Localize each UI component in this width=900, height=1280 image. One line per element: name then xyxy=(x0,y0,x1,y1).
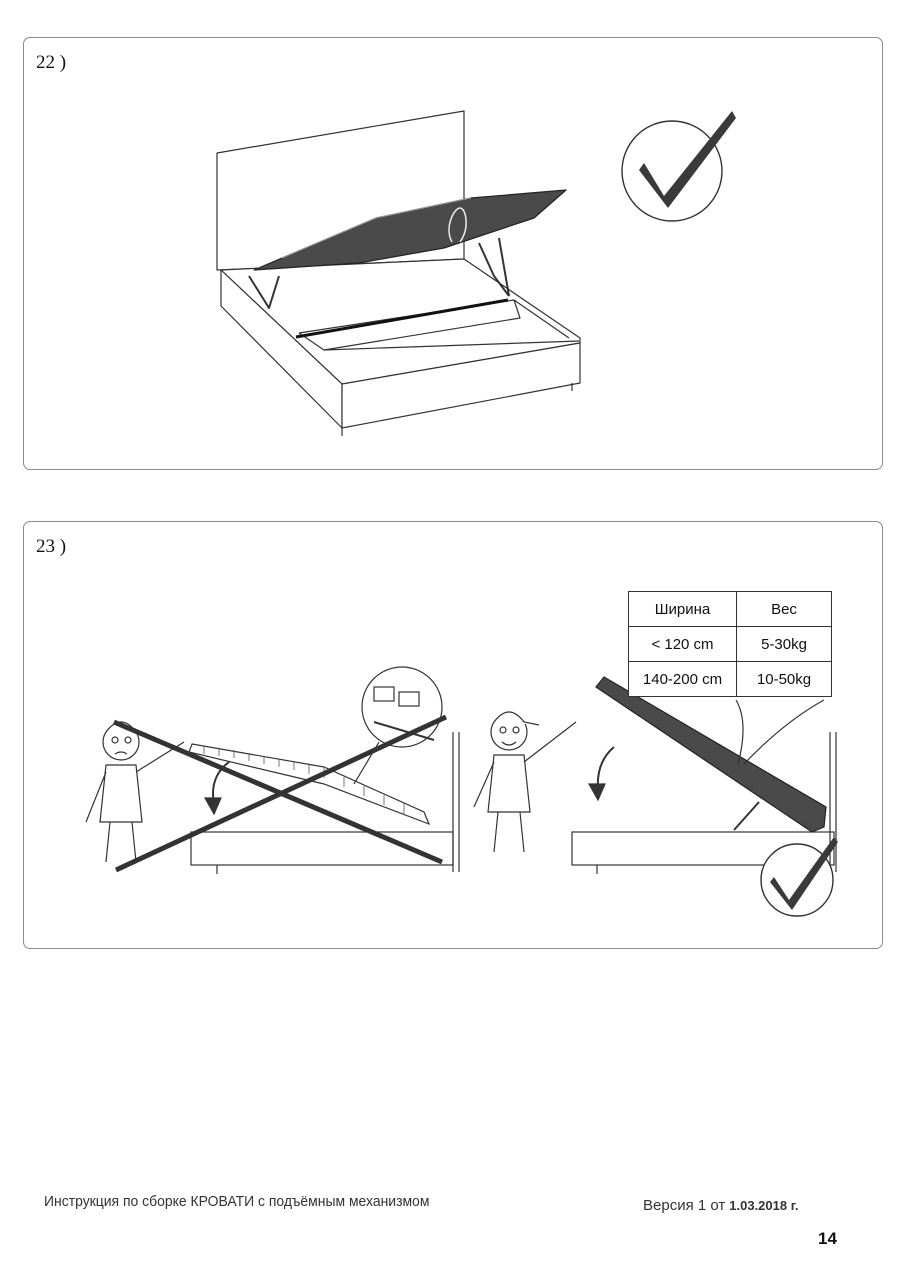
footer-version xyxy=(643,1197,798,1214)
bed-open-illustration xyxy=(24,38,884,471)
step-23-panel xyxy=(23,521,883,949)
table-cell: 10-50kg xyxy=(737,662,832,697)
table-cell: < 120 cm xyxy=(629,627,737,662)
step-number: 22 ) xyxy=(36,52,67,73)
version-date: 1.03.2018 г. xyxy=(729,1198,799,1213)
step-number: 23 ) xyxy=(36,536,67,557)
table-cell: 140-200 cm xyxy=(629,662,737,697)
check-mark-icon xyxy=(622,111,736,221)
arrow-down-icon xyxy=(589,784,605,800)
table-row xyxy=(629,627,832,662)
correct-lift-scene xyxy=(474,677,836,874)
table-row xyxy=(629,662,832,697)
table-header-cell: Ширина xyxy=(629,592,737,627)
footer-title: Инструкция по сборке КРОВАТИ с подъёмным механизмом xyxy=(44,1193,430,1210)
table-cell: 5-30kg xyxy=(737,627,832,662)
step-22-panel xyxy=(23,37,883,470)
table-header-row xyxy=(629,592,832,627)
weight-table xyxy=(628,591,832,697)
arrow-down-icon xyxy=(205,798,221,814)
lift-instructions-illustration xyxy=(24,522,884,950)
version-label: Версия 1 от xyxy=(643,1197,726,1214)
page-number: 14 xyxy=(818,1229,837,1248)
table-header-cell: Вес xyxy=(737,592,832,627)
